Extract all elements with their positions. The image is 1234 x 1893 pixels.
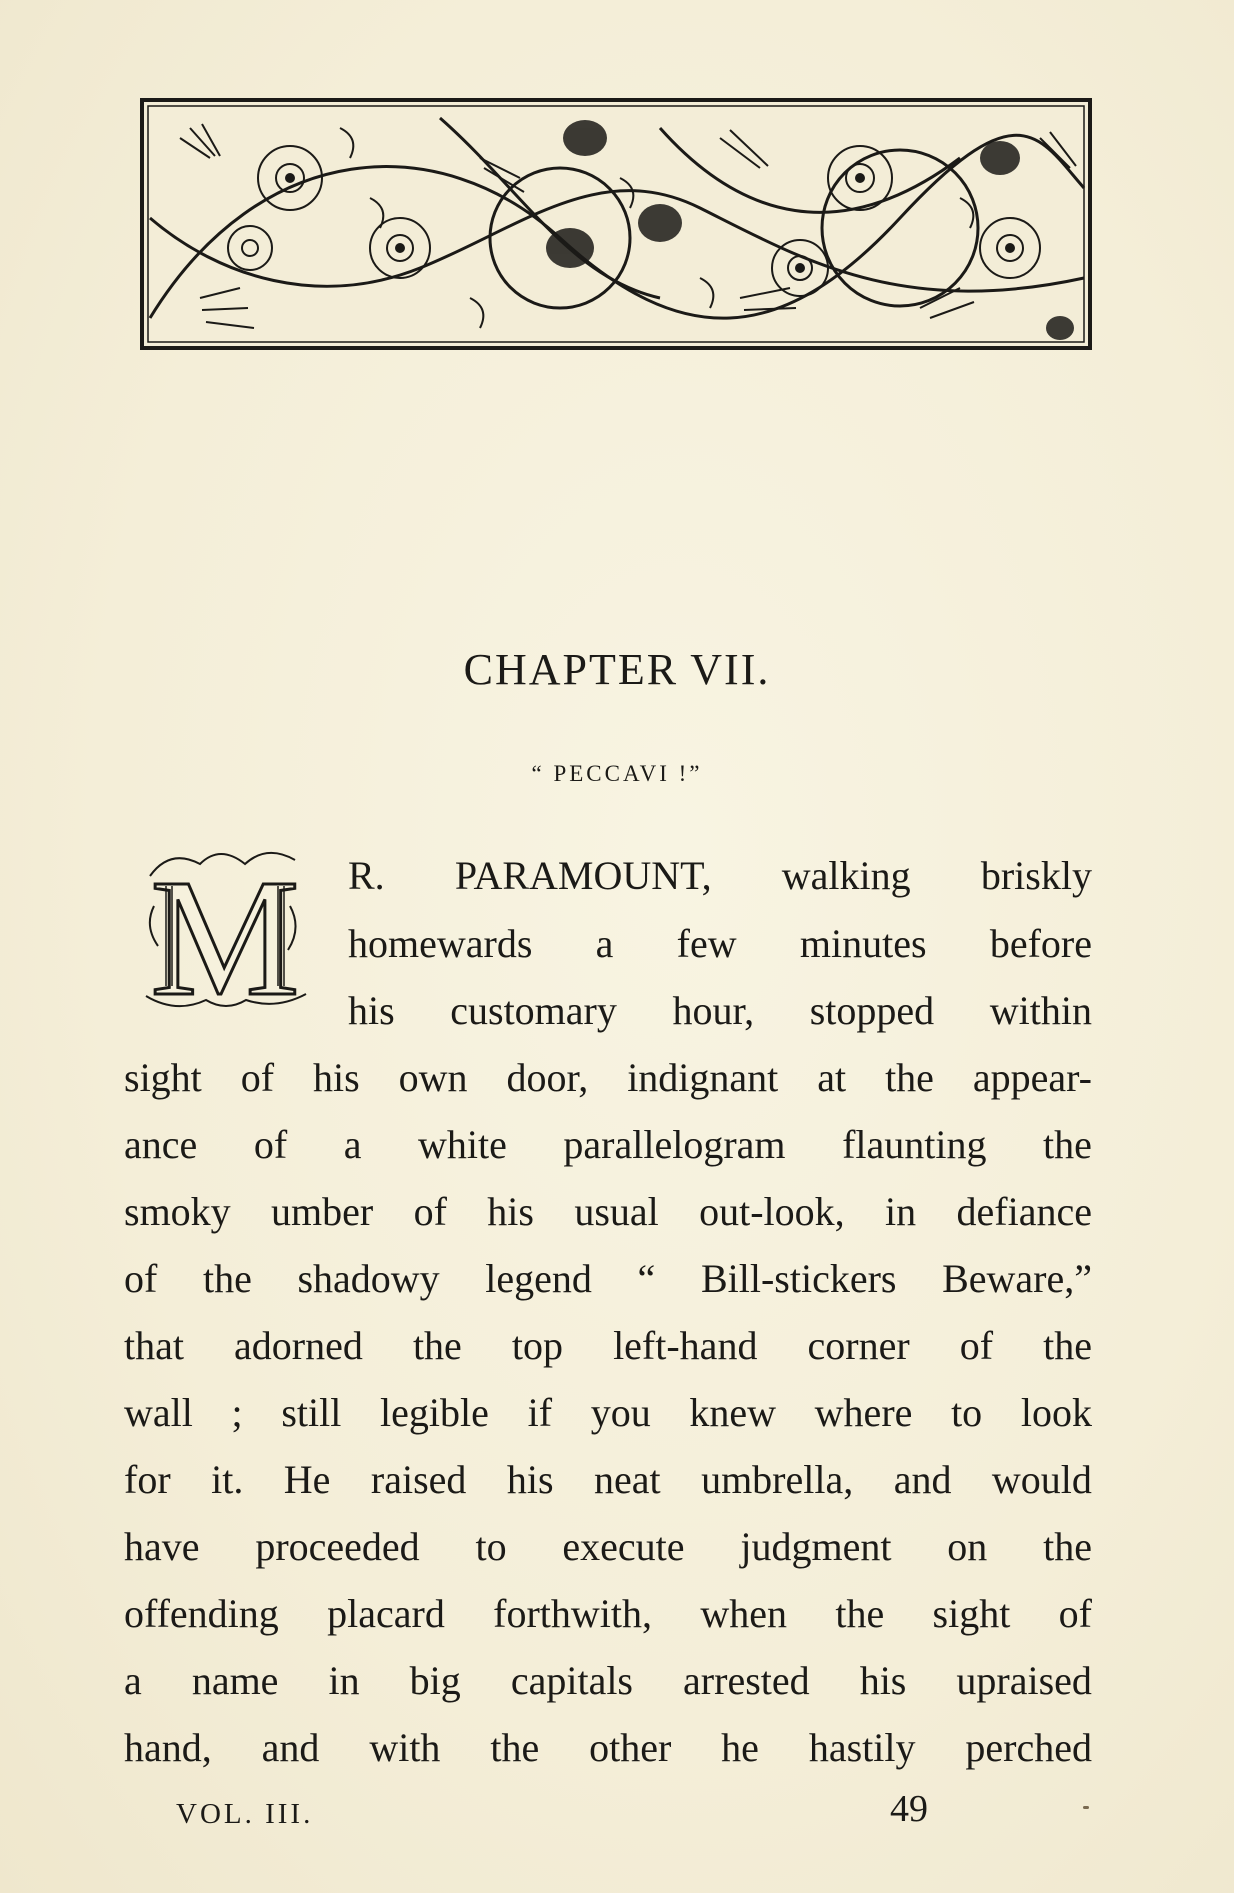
chapter-subtitle: “ PECCAVI !”	[531, 761, 703, 786]
text-line: that adorned the top left-hand corner of the	[124, 1323, 1092, 1368]
drop-cap-ornament	[140, 846, 310, 1018]
text-line: his customary hour, stopped within	[348, 988, 1092, 1033]
page-number: 49	[890, 1788, 928, 1830]
ink-speck	[1083, 1806, 1089, 1809]
text-line: have proceeded to execute judgment on the	[124, 1524, 1092, 1569]
text-line: offending placard forthwith, when the sight of	[124, 1591, 1092, 1636]
text-line: sight of his own door, indignant at the appear-	[124, 1055, 1092, 1100]
text-line: a name in big capitals arrested his upraised	[124, 1658, 1092, 1703]
drop-cap-letter: M	[150, 846, 300, 1018]
floral-headpiece-ornament	[140, 98, 1092, 350]
text-line: for it. He raised his neat umbrella, and would	[124, 1457, 1092, 1502]
text-line: smoky umber of his usual out-look, in defiance	[124, 1189, 1092, 1234]
text-line: ance of a white parallelogram flaunting the	[124, 1122, 1092, 1167]
chapter-title: CHAPTER VII.	[463, 645, 771, 694]
volume-signature: VOL. III.	[176, 1798, 314, 1830]
text-line: homewards a few minutes before	[348, 921, 1092, 966]
text-line: of the shadowy legend “ Bill-stickers Beware,”	[124, 1256, 1092, 1301]
text-line: hand, and with the other he hastily perched	[124, 1725, 1092, 1770]
text-line: wall ; still legible if you knew where to look	[124, 1390, 1092, 1435]
text-line: R. PARAMOUNT, walking briskly	[348, 853, 1092, 898]
